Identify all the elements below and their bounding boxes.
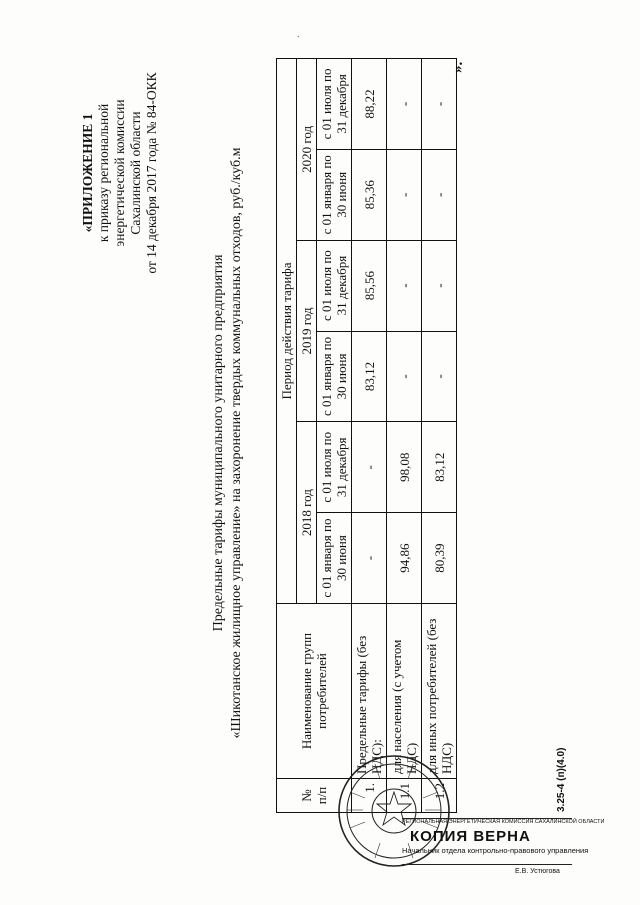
- header-half: с 01 января по 30 июня: [317, 149, 352, 240]
- header-half: с 01 января по 30 июня: [317, 331, 352, 422]
- header-half: с 01 июля по 31 декабря: [317, 59, 352, 150]
- appendix-line: к приказу региональной: [96, 103, 111, 243]
- header-period: Период действия тарифа: [277, 59, 297, 604]
- row-value: -: [352, 513, 387, 604]
- row-value: -: [422, 59, 457, 150]
- title-line-1: Предельные тарифы муниципального унитарного предприятия: [211, 254, 226, 632]
- header-half: с 01 июля по 31 декабря: [317, 422, 352, 513]
- row-num: 1.: [352, 779, 387, 813]
- tariff-table: [276, 58, 457, 813]
- appendix-line: от 14 декабря 2017 года № 84-ОКК: [144, 72, 159, 274]
- stamp-department: Начальник отдела контрольно-правового управления: [402, 846, 589, 855]
- table-row: [352, 59, 387, 813]
- appendix-line: энергетической комиссии: [112, 99, 127, 247]
- row-num: 1.2: [422, 779, 457, 813]
- row-value: -: [387, 331, 422, 422]
- header-num: № п/п: [277, 779, 352, 813]
- document-title: [210, 98, 246, 788]
- table-row: [422, 59, 457, 813]
- row-name: для иных потребителей (без НДС): [422, 604, 457, 779]
- rotated-document: [8, 28, 608, 858]
- closing-quote-mark: ».: [450, 61, 466, 73]
- table-row: [387, 59, 422, 813]
- scan-specks: .: [288, 35, 302, 38]
- row-value: -: [387, 149, 422, 240]
- header-half: с 01 января по 30 июня: [317, 513, 352, 604]
- row-value: 80,39: [422, 513, 457, 604]
- row-value: 83,12: [352, 331, 387, 422]
- row-value: 85,56: [352, 240, 387, 331]
- row-num: 1.1: [387, 779, 422, 813]
- row-value: -: [422, 331, 457, 422]
- appendix-block: [80, 53, 160, 293]
- row-value: 83,12: [422, 422, 457, 513]
- header-name: Наименование групп потребителей: [277, 604, 352, 779]
- row-value: -: [387, 240, 422, 331]
- header-year-2019: 2019 год: [297, 240, 317, 422]
- stamp-signature-line: [402, 864, 572, 865]
- header-year-2020: 2020 год: [297, 59, 317, 241]
- row-value: -: [422, 240, 457, 331]
- title-line-2: «Шикотанское жилищное управление» на захоронение твердых коммунальных отходов, руб./куб.м: [229, 147, 244, 739]
- row-value: -: [387, 59, 422, 150]
- stamp-organization: РЕГИОНАЛЬНАЯ ЭНЕРГЕТИЧЕСКАЯ КОМИССИЯ САХАЛИНСКОЙ ОБЛАСТИ: [402, 819, 605, 825]
- certified-copy-stamp: [402, 818, 605, 878]
- appendix-line: Сахалинской области: [128, 111, 143, 235]
- document-number: 3.25-4 (п)(4.0): [556, 747, 567, 812]
- stamp-title: КОПИЯ ВЕРНА: [410, 828, 531, 845]
- row-name: Предельные тарифы (без НДС):: [352, 604, 387, 779]
- stamp-signer: Е.В. Устюгова: [515, 868, 560, 875]
- header-half: с 01 июля по 31 декабря: [317, 240, 352, 331]
- row-value: 88,22: [352, 59, 387, 150]
- row-value: 98,08: [387, 422, 422, 513]
- header-row-period: [277, 59, 297, 813]
- appendix-heading: «ПРИЛОЖЕНИЕ 1: [80, 113, 95, 233]
- header-year-2018: 2018 год: [297, 422, 317, 604]
- row-value: 85,36: [352, 149, 387, 240]
- row-value: -: [422, 149, 457, 240]
- row-name: для населения (с учетом НДС): [387, 604, 422, 779]
- row-value: -: [352, 422, 387, 513]
- row-value: 94,86: [387, 513, 422, 604]
